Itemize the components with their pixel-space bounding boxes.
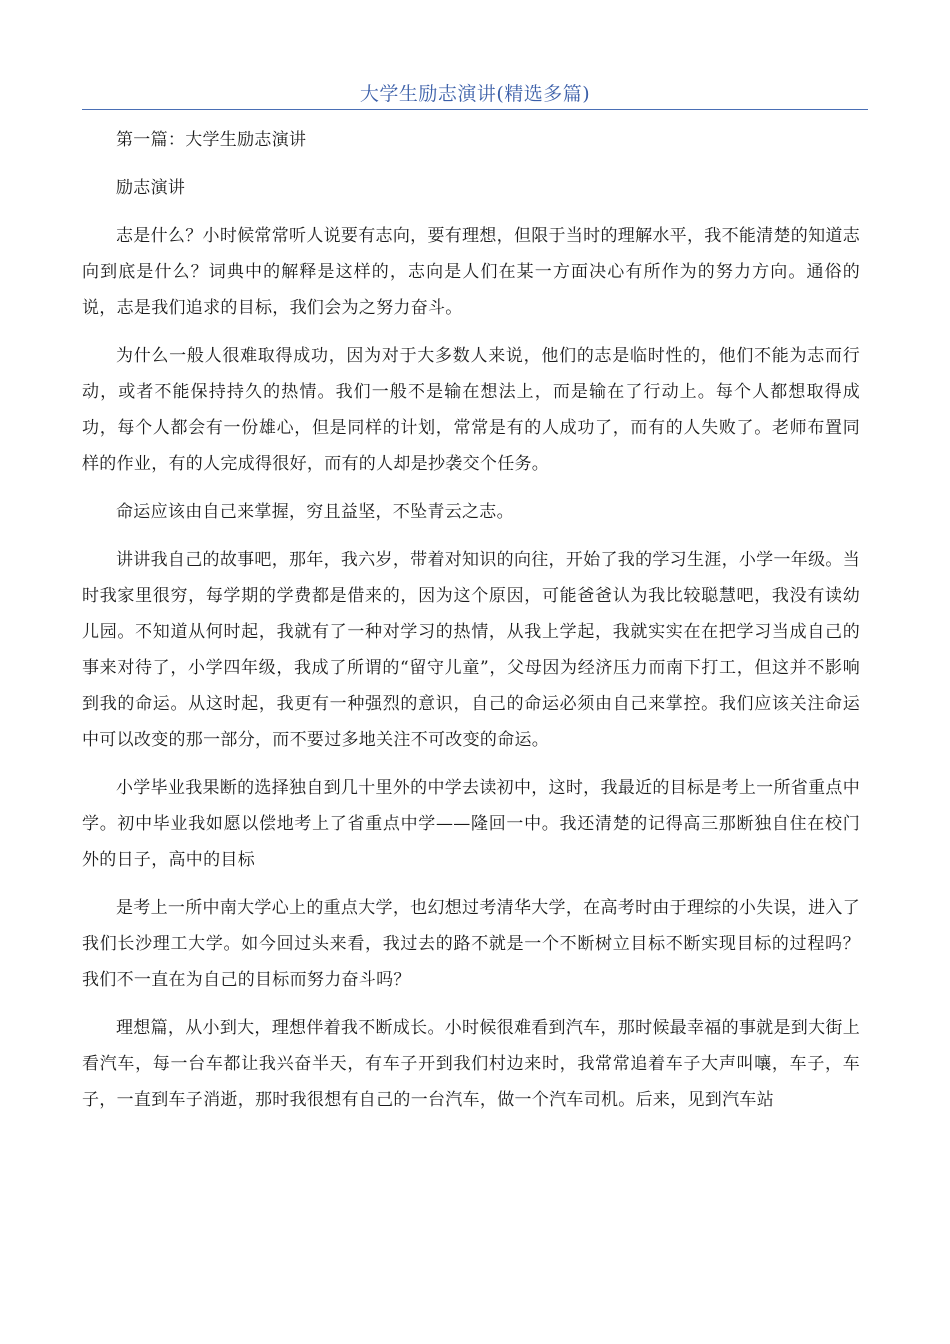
paragraph: 讲讲我自己的故事吧，那年，我六岁，带着对知识的向往，开始了我的学习生涯，小学一年级。当时我家里很穷，每学期的学费都是借来的，因为这个原因，可能爸爸认为我比较聪慧吧，我没有读幼儿园。不知道从何时起，我就有了一种对学习的热情，从我上学起，我就实实在在把学习当成自己的事来对待了，小学四年级，我成了所谓的“留守儿童”，父母因为经济压力而南下打工，但这并不影响到我的命运。从这时起，我更有一种强烈的意识，自己的命运必须由自己来掌控。我们应该关注命运中可以改变的那一部分，而不要过多地关注不可改变的命运。: [82, 550, 860, 750]
subtitle: 励志演讲: [116, 178, 186, 198]
paragraph: 命运应该由自己来掌握，穷且益坚，不坠青云之志。: [116, 502, 514, 522]
paragraph: 是考上一所中南大学心上的重点大学，也幻想过考清华大学，在高考时由于理综的小失误，进入了我们长沙理工大学。如今回过头来看，我过去的路不就是一个不断树立目标不断实现目标的过程吗？我们不一直在为自己的目标而努力奋斗吗？: [82, 898, 860, 990]
document-body: [82, 122, 860, 1130]
paragraph: 理想篇，从小到大，理想伴着我不断成长。小时候很难看到汽车，那时候最幸福的事就是到大街上看汽车，每一台车都让我兴奋半天，有车子开到我们村边来时，我常常追着车子大声叫嚷，车子，车子，一直到车子消逝，那时我很想有自己的一台汽车，做一个汽车司机。后来，见到汽车站: [82, 1018, 860, 1110]
section-title: 第一篇：大学生励志演讲: [116, 130, 307, 150]
paragraph: 志是什么？小时候常常听人说要有志向，要有理想，但限于当时的理解水平，我不能清楚的知道志向到底是什么？词典中的解释是这样的，志向是人们在某一方面决心有所作为的努力方向。通俗的说，志是我们追求的目标，我们会为之努力奋斗。: [82, 226, 860, 318]
paragraph: 小学毕业我果断的选择独自到几十里外的中学去读初中，这时，我最近的目标是考上一所省重点中学。初中毕业我如愿以偿地考上了省重点中学——隆回一中。我还清楚的记得高三那断独自住在校门外的日子，高中的目标: [82, 778, 860, 870]
document-title: 大学生励志演讲(精选多篇): [359, 83, 591, 105]
document-header: [82, 76, 868, 110]
paragraph: 为什么一般人很难取得成功，因为对于大多数人来说，他们的志是临时性的，他们不能为志而行动，或者不能保持持久的热情。我们一般不是输在想法上，而是输在了行动上。每个人都想取得成功，每个人都会有一份雄心，但是同样的计划，常常是有的人成功了，而有的人失败了。老师布置同样的作业，有的人完成得很好，而有的人却是抄袭交个任务。: [82, 346, 860, 474]
